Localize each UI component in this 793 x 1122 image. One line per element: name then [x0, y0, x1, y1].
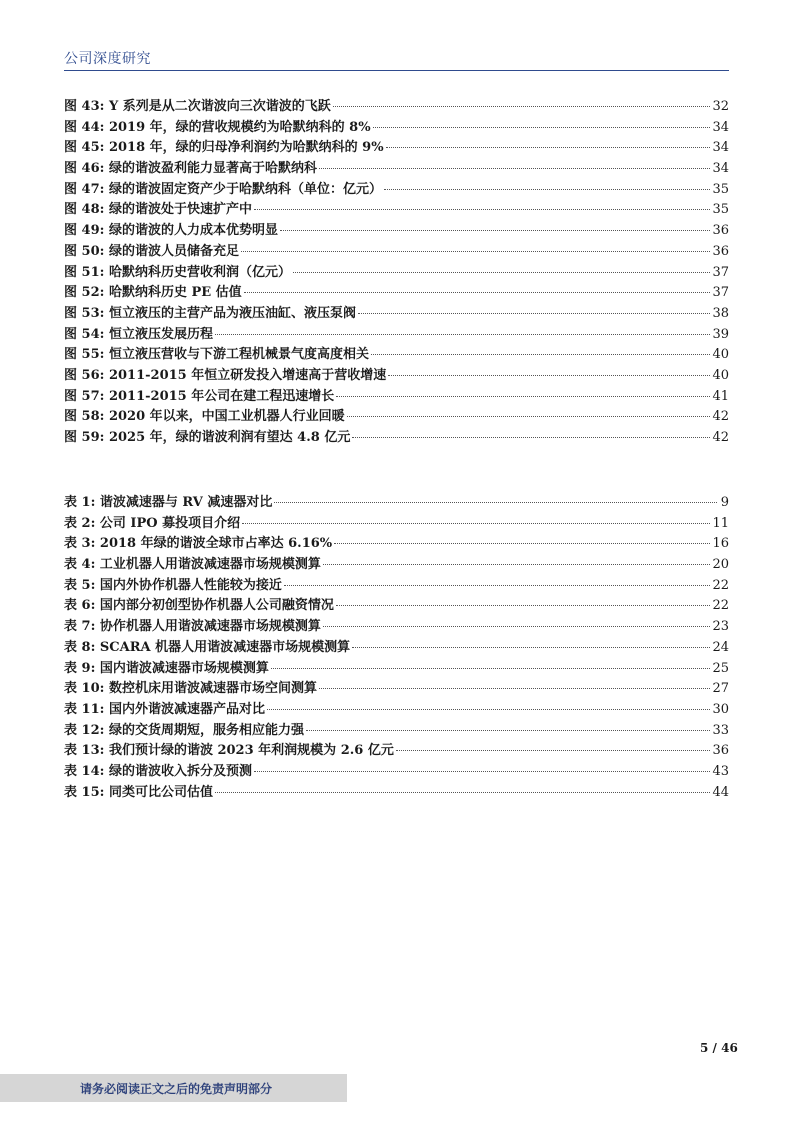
figure-entry[interactable]	[64, 95, 729, 116]
table-entry-page: 44	[712, 784, 729, 800]
figure-entry-title: 图 52: 哈默纳科历史 PE 估值	[64, 285, 242, 301]
figure-entry-page: 37	[712, 285, 729, 301]
table-entry-title: 表 10: 数控机床用谐波减速器市场空间测算	[64, 681, 317, 697]
figure-entry-title: 图 55: 恒立液压营收与下游工程机械景气度高度相关	[64, 347, 369, 363]
figure-list	[64, 95, 729, 447]
figure-entry[interactable]	[64, 219, 729, 240]
dot-leader	[384, 189, 711, 190]
figure-entry-page: 34	[712, 161, 729, 177]
figure-entry[interactable]	[64, 302, 729, 323]
dot-leader	[333, 106, 711, 107]
table-entry-title: 表 5: 国内外协作机器人性能较为接近	[64, 577, 282, 593]
figure-entry-title: 图 57: 2011-2015 年公司在建工程迅速增长	[64, 388, 335, 404]
dot-leader	[306, 730, 711, 731]
dot-leader	[241, 251, 711, 252]
table-entry-title: 表 4: 工业机器人用谐波减速器市场规模测算	[64, 557, 321, 573]
table-entry-page: 27	[712, 681, 729, 697]
table-entry-page: 43	[712, 763, 729, 779]
table-entry[interactable]	[64, 532, 729, 553]
table-entry-page: 22	[712, 598, 729, 614]
figure-entry[interactable]	[64, 157, 729, 178]
dot-leader	[336, 396, 710, 397]
dot-leader	[323, 564, 711, 565]
dot-leader	[254, 209, 711, 210]
table-entry-page: 36	[712, 743, 729, 759]
figure-entry-title: 图 54: 恒立液压发展历程	[64, 326, 213, 342]
table-entry-title: 表 13: 我们预计绿的谐波 2023 年利润规模为 2.6 亿元	[64, 743, 394, 759]
dot-leader	[358, 313, 711, 314]
figure-entry-title: 图 44: 2019 年，绿的营收规模约为哈默纳科的 8%	[64, 119, 371, 135]
table-entry[interactable]	[64, 760, 729, 781]
figure-entry-title: 图 59: 2025 年，绿的谐波利润有望达 4.8 亿元	[64, 430, 351, 445]
figure-entry-title: 图 56: 2011-2015 年恒立研发投入增速高于营收增速	[64, 367, 387, 383]
table-entry-title: 表 8: SCARA 机器人用谐波减速器市场规模测算	[64, 639, 351, 655]
table-entry-page: 9	[720, 495, 729, 510]
report-category-header: 公司深度研究	[64, 51, 151, 67]
dot-leader	[244, 292, 711, 293]
table-entry-page: 30	[712, 701, 729, 717]
figure-entry-title: 图 47: 绿的谐波固定资产少于哈默纳科（单位：亿元）	[64, 181, 382, 197]
figure-entry-title: 图 49: 绿的谐波的人力成本优势明显	[64, 223, 278, 239]
figure-entry[interactable]	[64, 116, 729, 137]
table-entry-title: 表 1: 谐波减速器与 RV 减速器对比	[64, 495, 273, 510]
figure-entry-page: 40	[712, 347, 729, 363]
figure-entry-page: 41	[712, 388, 729, 404]
dot-leader	[254, 771, 711, 772]
figure-entry[interactable]	[64, 405, 729, 426]
figure-entry[interactable]	[64, 281, 729, 302]
figure-entry-page: 38	[712, 305, 729, 321]
figure-entry-page: 35	[712, 181, 729, 197]
table-entry[interactable]	[64, 491, 729, 512]
table-entry-page: 33	[712, 722, 729, 738]
figure-entry[interactable]	[64, 323, 729, 344]
table-entry[interactable]	[64, 512, 729, 533]
dot-leader	[267, 709, 711, 710]
table-entry-page: 11	[712, 515, 729, 531]
figure-entry-title: 图 51: 哈默纳科历史营收利润（亿元）	[64, 264, 291, 280]
figure-entry-page: 37	[712, 264, 729, 280]
figure-entry-title: 图 50: 绿的谐波人员储备充足	[64, 243, 239, 259]
dot-leader	[271, 668, 711, 669]
table-entry[interactable]	[64, 657, 729, 678]
figure-entry-title: 图 46: 绿的谐波盈利能力显著高于哈默纳科	[64, 161, 317, 177]
figure-entry-page: 36	[712, 223, 729, 239]
footer-disclaimer: 请务必阅读正文之后的免责声明部分	[80, 1082, 273, 1096]
figure-entry-title: 图 43: Y 系列是从二次谐波向三次谐波的飞跃	[64, 99, 331, 114]
dot-leader	[242, 523, 710, 524]
figure-entry[interactable]	[64, 240, 729, 261]
table-entry-page: 16	[712, 536, 729, 552]
figure-entry-title: 图 58: 2020 年以来，中国工业机器人行业回暖	[64, 409, 345, 425]
figure-entry[interactable]	[64, 426, 729, 447]
table-entry-title: 表 11: 国内外谐波减速器产品对比	[64, 701, 265, 717]
figure-entry[interactable]	[64, 178, 729, 199]
page-number: 5 / 46	[700, 1041, 738, 1055]
dot-leader	[388, 375, 710, 376]
dot-leader	[352, 647, 710, 648]
header-divider	[64, 70, 729, 71]
figure-entry[interactable]	[64, 136, 729, 157]
dot-leader	[319, 688, 711, 689]
dot-leader	[323, 626, 711, 627]
dot-leader	[319, 168, 711, 169]
dot-leader	[215, 792, 711, 793]
figure-entry-title: 图 53: 恒立液压的主营产品为液压油缸、液压泵阀	[64, 305, 356, 321]
table-entry[interactable]	[64, 553, 729, 574]
table-entry[interactable]	[64, 719, 729, 740]
figure-entry-page: 39	[712, 326, 729, 342]
dot-leader	[396, 750, 711, 751]
table-entry-title: 表 3: 2018 年绿的谐波全球市占率达 6.16%	[64, 536, 333, 552]
table-entry-page: 23	[712, 619, 729, 635]
table-entry[interactable]	[64, 615, 729, 636]
figure-entry-title: 图 48: 绿的谐波处于快速扩产中	[64, 202, 252, 218]
figure-entry[interactable]	[64, 261, 729, 282]
figure-entry-page: 42	[712, 430, 729, 445]
figure-entry[interactable]	[64, 385, 729, 406]
dot-leader	[280, 230, 711, 231]
table-list	[64, 491, 729, 801]
dot-leader	[371, 354, 711, 355]
table-entry[interactable]	[64, 698, 729, 719]
table-entry[interactable]	[64, 574, 729, 595]
table-entry[interactable]	[64, 636, 729, 657]
table-entry-page: 24	[712, 639, 729, 655]
figure-entry-page: 36	[712, 243, 729, 259]
table-entry-title: 表 12: 绿的交货周期短，服务相应能力强	[64, 722, 304, 738]
table-entry-page: 20	[712, 557, 729, 573]
dot-leader	[347, 416, 711, 417]
dot-leader	[284, 585, 711, 586]
table-entry-title: 表 7: 协作机器人用谐波减速器市场规模测算	[64, 619, 321, 635]
figure-entry[interactable]	[64, 364, 729, 385]
table-entry-title: 表 14: 绿的谐波收入拆分及预测	[64, 763, 252, 779]
figure-entry[interactable]	[64, 343, 729, 364]
dot-leader	[334, 543, 710, 544]
figure-entry-page: 35	[712, 202, 729, 218]
dot-leader	[215, 334, 711, 335]
figure-entry-page: 32	[712, 99, 729, 114]
table-entry[interactable]	[64, 781, 729, 802]
footer-disclaimer-box	[0, 1074, 347, 1102]
table-entry-title: 表 9: 国内谐波减速器市场规模测算	[64, 660, 269, 676]
figure-entry[interactable]	[64, 198, 729, 219]
figure-entry-page: 40	[712, 367, 729, 383]
figure-entry-page: 42	[712, 409, 729, 425]
table-entry[interactable]	[64, 677, 729, 698]
table-entry-page: 22	[712, 577, 729, 593]
table-entry[interactable]	[64, 739, 729, 760]
figure-entry-title: 图 45: 2018 年，绿的归母净利润约为哈默纳科的 9%	[64, 140, 384, 156]
dot-leader	[352, 437, 710, 438]
figure-entry-page: 34	[712, 140, 729, 156]
figure-entry-page: 34	[712, 119, 729, 135]
table-entry-title: 表 2: 公司 IPO 募投项目介绍	[64, 515, 241, 531]
dot-leader	[274, 502, 717, 503]
dot-leader	[386, 147, 711, 148]
table-entry-title: 表 6: 国内部分初创型协作机器人公司融资情况	[64, 598, 334, 614]
dot-leader	[336, 605, 711, 606]
table-entry-page: 25	[712, 660, 729, 676]
dot-leader	[293, 272, 711, 273]
table-entry[interactable]	[64, 594, 729, 615]
table-entry-title: 表 15: 同类可比公司估值	[64, 784, 213, 800]
dot-leader	[373, 127, 711, 128]
